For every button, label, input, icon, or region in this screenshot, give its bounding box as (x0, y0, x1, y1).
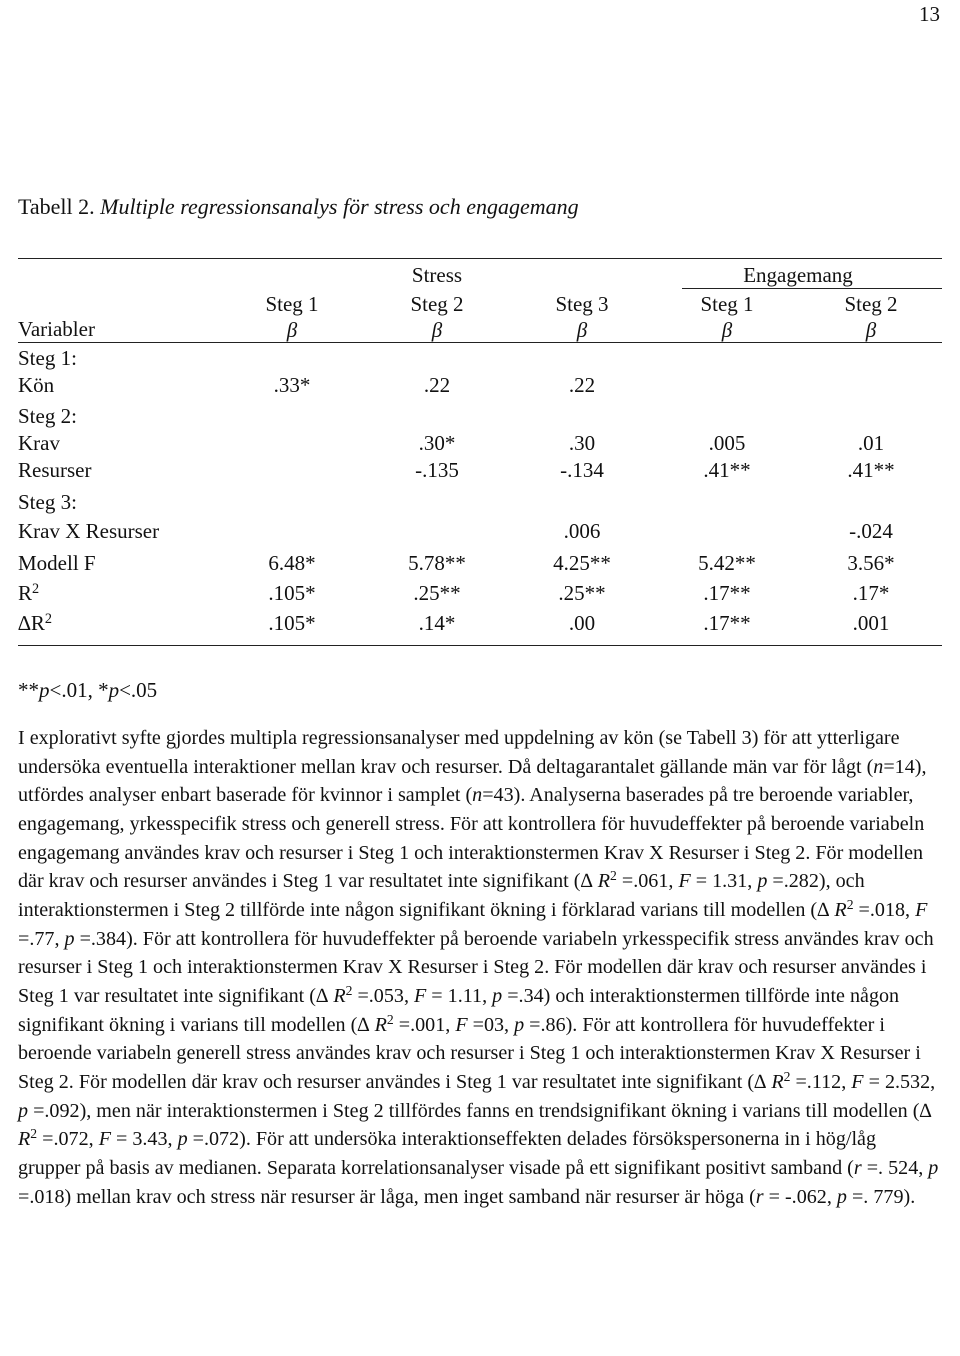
table-cell: .41** (847, 458, 895, 482)
beta-symbol: β (286, 318, 298, 342)
text-run: =.001, (393, 1013, 456, 1036)
superscript: 2 (386, 1011, 394, 1027)
italic-symbol: r (755, 1185, 764, 1208)
row-label: Steg 3: (18, 490, 77, 514)
text-run: =14), utfördes analyser enbart baserade för kvinnor i samplet ( (18, 755, 927, 807)
italic-symbol: n (873, 755, 884, 778)
italic-symbol: p (928, 1156, 939, 1179)
italic-symbol: p (177, 1128, 188, 1151)
italic-symbol: F (455, 1013, 468, 1036)
italic-symbol: p (757, 870, 768, 893)
table-cell: .105* (268, 611, 316, 635)
superscript: 2 (30, 1126, 38, 1142)
table-cell: 6.48* (268, 551, 316, 575)
table-cell: 5.42** (698, 551, 756, 575)
italic-symbol: p (514, 1013, 525, 1036)
text-run: =.018, (853, 898, 916, 921)
italic-symbol: R (834, 898, 847, 921)
table-header-rule (18, 342, 942, 343)
beta-symbol: β (431, 318, 443, 342)
italic-symbol: p (64, 927, 75, 950)
text-run: =.053, (352, 984, 414, 1007)
italic-symbol: p (836, 1185, 847, 1208)
italic-symbol: R (771, 1070, 784, 1093)
table-cell: .22 (423, 373, 451, 397)
text-run: =.072, (37, 1128, 99, 1151)
beta-symbol: β (721, 318, 733, 342)
table-cell: 4.25** (553, 551, 611, 575)
row-label: Modell F (18, 551, 96, 575)
table-cell: -.134 (560, 458, 604, 482)
text-run: =.112, (790, 1070, 852, 1093)
table-cell: .30* (418, 431, 456, 455)
table-cell: 3.56* (847, 551, 895, 575)
table-cell: .17** (703, 581, 751, 605)
column-header-step: Steg 2 (410, 292, 464, 316)
text-run: =.018) mellan krav och stress när resurser är låga, men inget samband när resurser är höga ( (18, 1185, 756, 1208)
stress-group-header: Stress (411, 263, 463, 287)
row-label: Krav (18, 431, 60, 455)
table-cell: .41** (703, 458, 751, 482)
text-run: I explorativt syfte gjordes multipla regressionsanalyser med uppdelning av kön (se Tabell 3) för att ytterligare undersöka eventuella interaktioner mellan krav och resurser. Då deltagarantalet gällande män var för lågt ( (18, 727, 900, 778)
table-cell: .17* (852, 581, 890, 605)
italic-symbol: R (374, 1013, 387, 1036)
table-cell: -.135 (415, 458, 459, 482)
column-header-step: Steg 1 (700, 292, 754, 316)
italic-symbol: n (472, 784, 483, 807)
italic-symbol: F (414, 984, 427, 1007)
table-cell: .006 (563, 519, 601, 543)
text-run: =43). Analyserna baserades på tre beroende variabler, engagemang, yrkesspecifik stress och generell stress. För att kontrollera för huvudeffekter på beroende variabeln engagemang användes krav och resurser i Steg 1 och interaktionstermen Krav X Resurser i Steg 2. För modellen där krav och resurser användes i Steg 1 var resultatet inte signifikant (∆ (18, 784, 925, 893)
text-run: =.34) och interaktionstermen tillförde inte någon signifikant ökning i varians till modellen (∆ (18, 984, 900, 1036)
page-number: 13 (919, 2, 940, 26)
text-run: = 3.43, (110, 1128, 178, 1151)
superscript: 2 (783, 1069, 791, 1085)
variable-column-header: Variabler (18, 317, 95, 341)
italic-symbol: F (98, 1128, 111, 1151)
text-run: = 1.11, (426, 984, 493, 1007)
italic-symbol: F (678, 870, 691, 893)
row-label: $R^2$ (18, 580, 40, 605)
italic-symbol: r (853, 1156, 862, 1179)
table-cell: .001 (852, 611, 890, 635)
text-run: = 2.532, (863, 1070, 936, 1093)
superscript: 2 (846, 897, 854, 913)
text-run: =.072). För att undersöka interaktionseffekten delades försökspersonerna in i hög/låg grupper på basis av medianen. Separata korrelationsanalyser visade på ett signifikant positivt samband ( (18, 1128, 876, 1179)
row-label: Steg 2: (18, 404, 77, 428)
beta-symbol: β (576, 318, 588, 342)
table-cell: .25** (558, 581, 606, 605)
column-header-step: Steg 2 (844, 292, 898, 316)
superscript: 2 (44, 610, 52, 627)
superscript: 2 (610, 868, 617, 884)
table-cell: .33* (273, 373, 311, 397)
text-run: =.77, (18, 927, 65, 950)
superscript: 2 (32, 580, 40, 597)
table-cell: .01 (857, 431, 885, 455)
row-label: Kön (18, 373, 55, 397)
text-run: =. 779). (846, 1185, 916, 1208)
table-cell: .17** (703, 611, 751, 635)
italic-symbol: F (851, 1070, 864, 1093)
italic-symbol: R (597, 870, 611, 893)
beta-symbol: β (865, 318, 877, 342)
text-run: =.092), men när interaktionstermen i Steg 2 tillfördes fanns en trendsignifikant ökning i varians till modellen (∆ (28, 1099, 932, 1122)
table-cell: .00 (568, 611, 596, 635)
superscript: 2 (345, 983, 353, 999)
table-bottom-rule (18, 645, 942, 646)
text-run: =.282), och interaktionstermen i Steg 2 tillförde inte någon signifikant ökning i förklarad varians till modellen (∆ (18, 870, 865, 921)
text-run: =.061, (616, 870, 679, 893)
text-run: =. 524, (861, 1156, 929, 1179)
table-cell: .30 (568, 431, 596, 455)
table-cell: .25** (413, 581, 461, 605)
text-run: =.86). För att kontrollera för huvudeffekter i beroende variabeln generell stress användes krav och resurser i Steg 1 och interaktionstermen Krav X Resurser i Steg 2. För modellen där krav och resurser användes i Steg 1 var resultatet inte signifikant (∆ (18, 1013, 921, 1093)
table-cell: .14* (418, 611, 456, 635)
row-label: Krav X Resurser (18, 519, 160, 543)
table-cell: -.024 (849, 519, 893, 543)
row-label: $\Delta R^2$ (18, 610, 52, 635)
text-run: =.384). För att kontrollera för huvudeffekter på beroende variabeln yrkesspecifik stress användes krav och resurser i Steg 1 och interaktionstermen Krav X Resurser i Steg 2. För modellen där krav och resurser användes i Steg 1 var resultatet inte signifikant (∆ (18, 927, 934, 1007)
row-label: Resurser (18, 458, 92, 482)
italic-symbol: p (18, 1099, 29, 1122)
body-paragraph (18, 724, 942, 1211)
table-cell: 5.78** (408, 551, 466, 575)
text-run: = 1.31, (690, 870, 758, 893)
italic-symbol: R (18, 1128, 31, 1151)
table-top-rule (18, 258, 942, 259)
row-label: Steg 1: (18, 346, 77, 370)
column-header-step: Steg 1 (265, 292, 319, 316)
engagement-group-header: Engagemang (743, 263, 853, 287)
text-run: =03, (467, 1013, 515, 1036)
italic-symbol: R (333, 984, 346, 1007)
table-title-text: Multiple regressionsanalys för stress och engagemang (100, 194, 579, 219)
table-cell: .005 (708, 431, 746, 455)
table-cell: .22 (568, 373, 596, 397)
engagement-group-rule (682, 288, 942, 289)
italic-symbol: F (915, 898, 928, 921)
table-cell: .105* (268, 581, 316, 605)
column-header-step: Steg 3 (555, 292, 609, 316)
text-run: = -.062, (763, 1185, 837, 1208)
italic-symbol: p (492, 984, 503, 1007)
significance-note: **p<.01, *p<.05 (18, 678, 158, 702)
table-title-prefix: Tabell 2. (18, 194, 95, 219)
table-title (18, 194, 579, 220)
